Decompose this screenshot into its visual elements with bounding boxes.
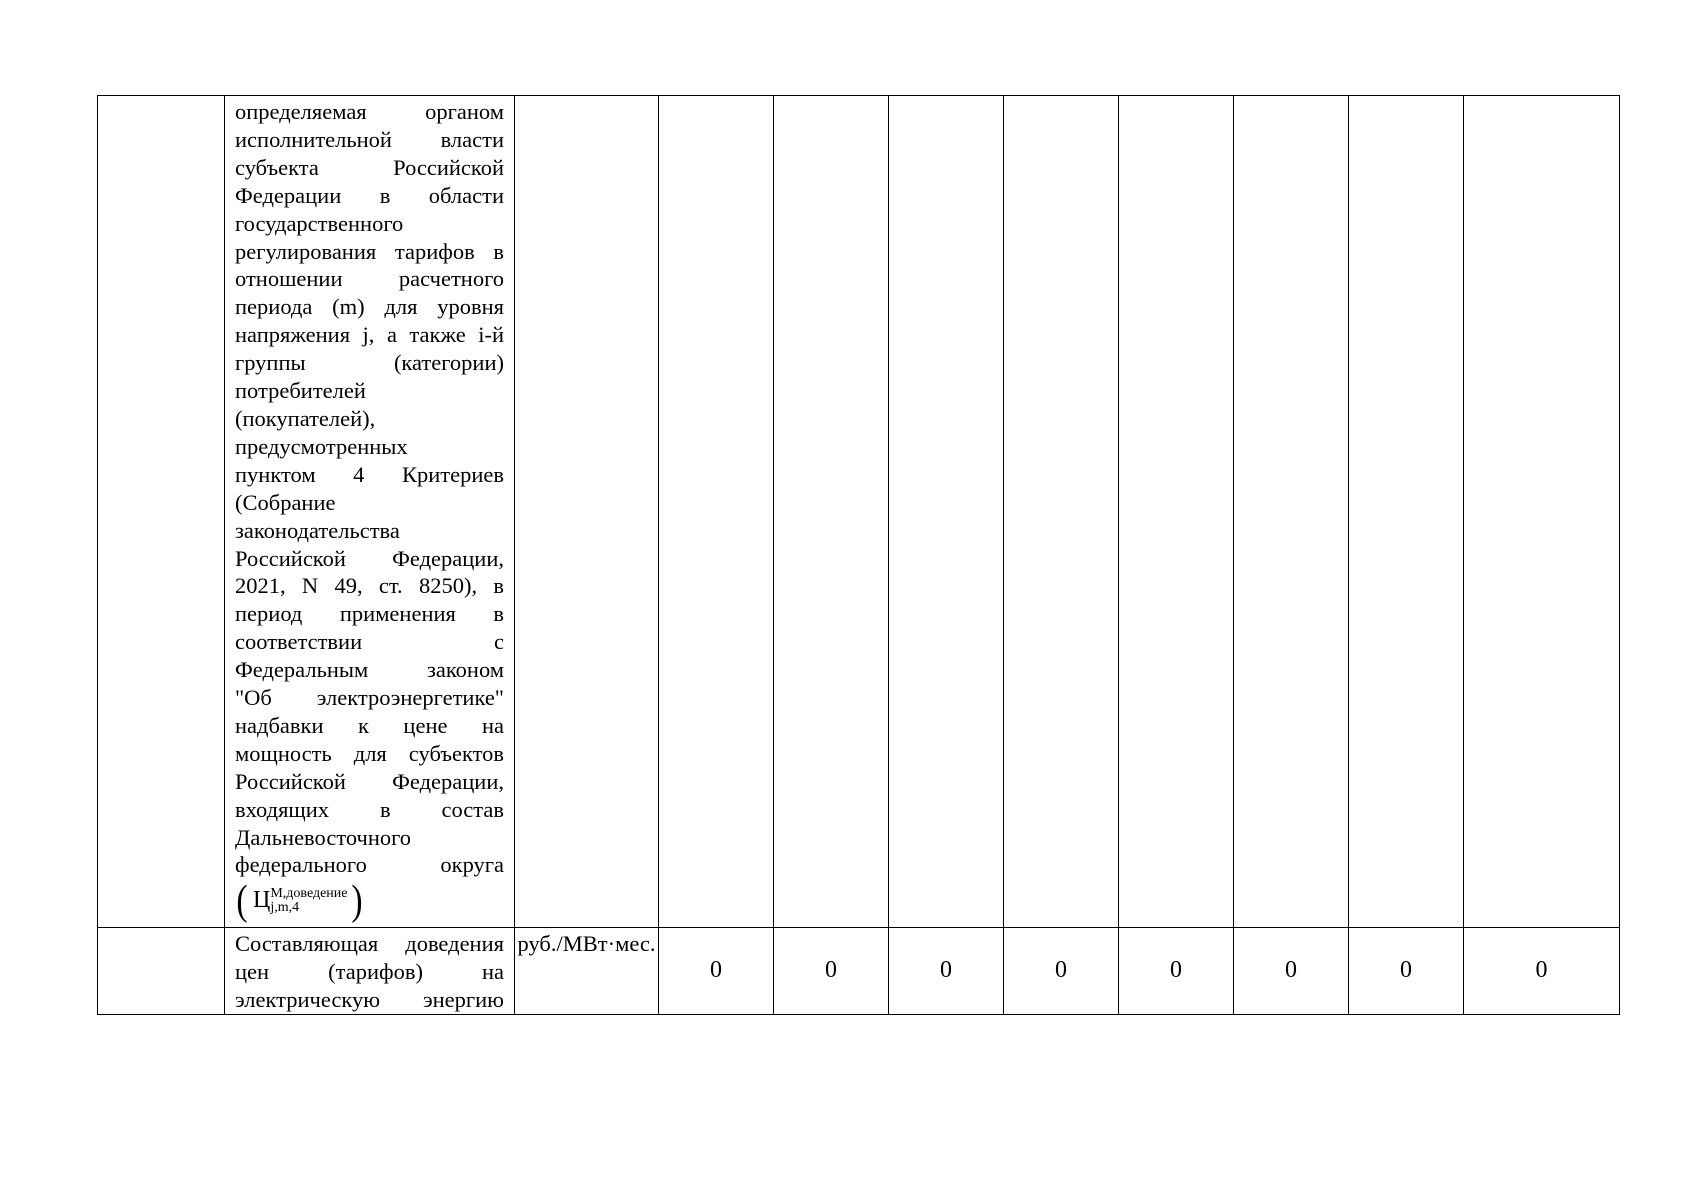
description-cell: [225, 96, 515, 928]
description-line: периода (m) для уровня: [235, 294, 504, 320]
description-line: регулирования тарифов в: [235, 238, 504, 264]
number-cell: [98, 96, 225, 928]
value-cell: [659, 928, 774, 1015]
value: 0: [710, 957, 722, 984]
unit-cell: [515, 928, 659, 1015]
value-cell: [1464, 96, 1620, 928]
description-line: период применения в: [235, 601, 504, 627]
description-line: входящих в состав: [235, 796, 504, 822]
description-line: законодательства: [235, 517, 400, 543]
description-text: [235, 98, 504, 879]
value: 0: [825, 957, 837, 984]
table-row: [98, 96, 1620, 928]
description-line: отношении расчетного: [235, 266, 504, 292]
formula-open-paren: (: [236, 878, 248, 925]
description-text: [235, 930, 504, 1014]
description-line: определяемая органом: [235, 99, 504, 124]
description-line: предусмотренных: [235, 433, 408, 459]
value: 0: [1285, 957, 1297, 984]
description-line: Федерации в области: [235, 182, 504, 208]
description-line: Российской Федерации,: [235, 768, 504, 794]
value-cell: [1234, 928, 1349, 1015]
value-cell: [1349, 96, 1464, 928]
value-cell: [1119, 96, 1234, 928]
value: 0: [1055, 957, 1067, 984]
description-line: соответствии с: [235, 629, 504, 655]
value: 0: [940, 957, 952, 984]
value-cell: [1119, 928, 1234, 1015]
value: 0: [1400, 957, 1412, 984]
formula: [235, 878, 364, 925]
value-cell: [1464, 928, 1620, 1015]
description-line: напряжения j, а также i-й: [235, 322, 504, 348]
description-line: Российской Федерации,: [235, 545, 504, 571]
description-cell: [225, 928, 515, 1015]
value-cell: [889, 96, 1004, 928]
formula-close-paren: ): [350, 878, 363, 925]
formula-subscript: j,m,4: [270, 900, 300, 916]
table-row: [98, 928, 1620, 1015]
description-line: Федеральным законом: [235, 657, 504, 683]
description-line: (покупателей),: [235, 405, 376, 431]
unit-label: руб./МВт·мес.: [517, 931, 656, 956]
value-cell: [1004, 96, 1119, 928]
formula-superscript: М,доведение: [270, 886, 348, 902]
description-line: цен (тарифов) на: [235, 958, 504, 984]
description-line: мощность для субъектов: [235, 740, 504, 766]
description-line: "Об электроэнергетике": [235, 685, 504, 711]
description-line: исполнительной власти: [235, 126, 504, 152]
description-line: группы (категории): [235, 350, 504, 376]
value-cell: [889, 928, 1004, 1015]
description-line: (Собрание: [235, 489, 336, 515]
value: 0: [1535, 957, 1548, 984]
value-cell: [1349, 928, 1464, 1015]
formula-symbol: Ц: [253, 887, 271, 914]
value-cell: [659, 96, 774, 928]
tariff-table: [97, 95, 1620, 1015]
formula-indices: [270, 887, 347, 915]
description-line: Дальневосточного: [235, 824, 412, 850]
description-line: 2021, N 49, ст. 8250), в: [235, 573, 504, 599]
value-cell: [774, 96, 889, 928]
description-line: электрическую энергию: [235, 986, 504, 1012]
unit-cell: [515, 96, 659, 928]
value-cell: [774, 928, 889, 1015]
value-cell: [1234, 96, 1349, 928]
description-line: государственного: [235, 210, 404, 236]
description-line: федерального округа: [235, 852, 504, 878]
value: 0: [1170, 957, 1182, 984]
description-line: Составляющая доведения: [235, 931, 504, 956]
number-cell: [98, 928, 225, 1015]
value-cell: [1004, 928, 1119, 1015]
description-line: субъекта Российской: [235, 154, 504, 180]
description-line: надбавки к цене на: [235, 712, 504, 738]
description-line: пунктом 4 Критериев: [235, 461, 504, 487]
description-line: потребителей: [235, 378, 366, 404]
